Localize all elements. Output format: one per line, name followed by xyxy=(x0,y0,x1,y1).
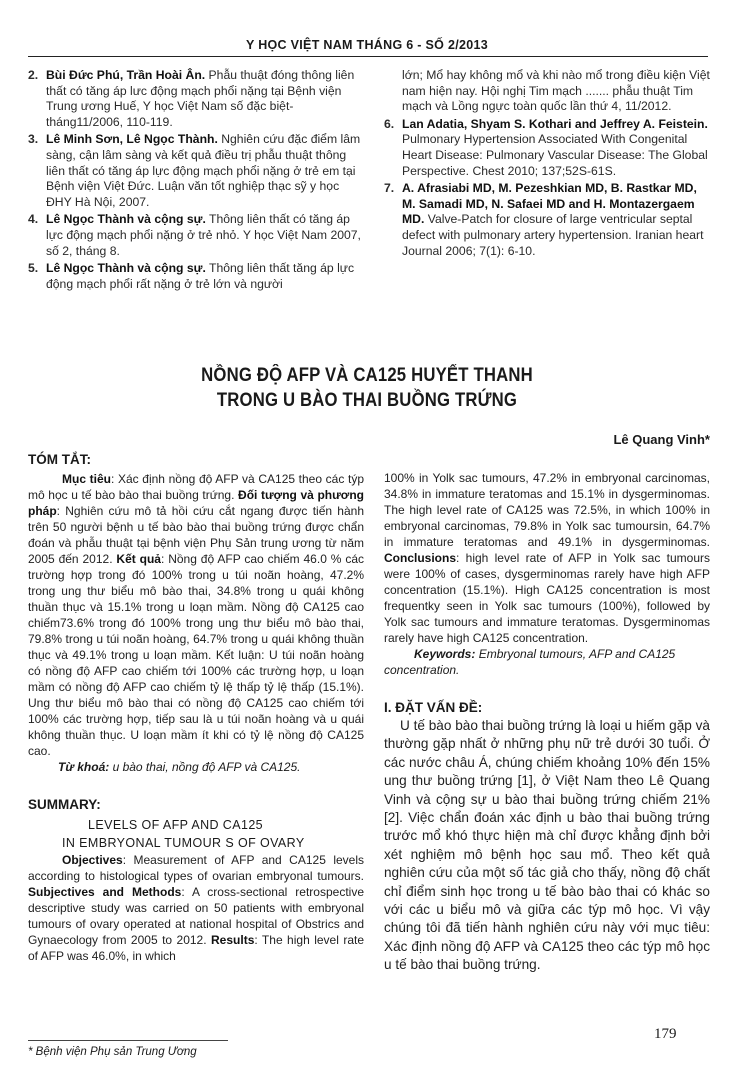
footnote: * Bệnh viện Phụ sản Trung Ương xyxy=(28,1046,197,1058)
reference-text: Pulmonary Hypertension Associated With Congenital Heart Disease: Pulmonary Vascular Disease: The Global Perspective. Chest 2010; 137;52S-61S. xyxy=(402,132,708,178)
keywords-text: u bào thai, nồng độ AFP và CA125. xyxy=(109,760,301,774)
summary-text: : The high level rate of AFP was 46.0%, in which xyxy=(28,933,364,963)
reference-number: 7. xyxy=(384,181,395,196)
label-results: Kết quả xyxy=(116,552,161,566)
reference-item xyxy=(384,68,710,115)
abstract-vi-heading: TÓM TẮT: xyxy=(28,452,91,467)
reference-number: 3. xyxy=(28,132,39,147)
label-methods: Đối tượng và phương pháp xyxy=(28,488,364,518)
summary-text: : high level rate of AFP in Yolk sac tumours were 100% of cases, dysgerminomas rarely have high AFP concentration (15.1%). High CA125 concentration is most frequentky seen in Yolk sac tumours (100%), followed by Yolk sac tumours and immature teratomas. Dysgerminomas rarely have high CA125 concentration. xyxy=(384,551,710,645)
summary-continuation xyxy=(384,470,710,646)
reference-text: Thông liên thất có tăng áp lực động mạch phổi nặng ở trẻ nhỏ. Y học Việt Nam 2007, số 2, tháng 8. xyxy=(46,212,361,258)
summary-text: 100% in Yolk sac tumours, 47.2% in embryonal carcinomas, 34.8% in immature teratomas and 15.1% in dysgerminomas. The high level rate of CA125 was 72.5%, in which 100% in embryonal carcinomas, 79.8% in Yolk sac tumoursin, 64.7% in immature teratomas and 49.1% in dysgerminomas. xyxy=(384,471,710,549)
reference-text: Thông liên thất tăng áp lực động mạch phổi rất nặng ở trẻ lớn và người xyxy=(46,261,355,291)
article-title xyxy=(44,363,690,413)
abstract-text: : Nghiên cứu mô tả hồi cứu cắt ngang được tiến hành trên 50 người bệnh u tế bào bào thai buồng trứng được chẩn đoán và phẫu thuật tại bệnh viện Phụ Sản trung ương từ năm 2005 đến 2012. xyxy=(28,504,364,566)
keywords-label: Từ khoá: xyxy=(58,760,110,774)
references-right-column xyxy=(384,68,710,261)
reference-number: 6. xyxy=(384,116,395,131)
abstract-column xyxy=(28,452,364,964)
reference-item xyxy=(28,68,364,130)
summary-text: : Measurement of AFP and CA125 levels according to histological types of ovarian embryonal tumours. xyxy=(28,853,364,883)
label-results: Results xyxy=(211,933,255,947)
article-title-line: TRONG U BÀO THAI BUỒNG TRỨNG xyxy=(216,390,518,411)
summary-heading: SUMMARY: xyxy=(28,797,101,812)
keywords-text: Embryonal tumours, AFP and CA125 concentration. xyxy=(384,647,676,677)
article-author: Lê Quang Vinh* xyxy=(613,432,710,447)
reference-authors: Bùi Đức Phú, Trần Hoài Ân. xyxy=(46,68,206,82)
abstract-text: : Xác định nồng độ AFP và CA125 theo các týp mô học u tế bào bào thai buồng trứng. xyxy=(28,472,364,502)
summary-title-line: LEVELS OF AFP AND CA125 xyxy=(88,818,264,832)
page-number: 179 xyxy=(654,1026,677,1042)
abstract-text: : Nồng độ AFP cao chiếm 46.0 % các trường hợp trong đó 100% trong u túi noãn hoàng, 47.2% trong ung thư biểu mô bào thai, 34.8% trong u quái không thuần thục và 15.1% trong u loạn mầm. Nồng độ CA125 cao chiếm73.6% trong đó 100% trong ung thư biểu mô bào thai, 79.8% trong u túi noãn hoàng, 64.7% trong u quái không thuần thục và 49.1% trong u loạn mầm. Kết luận: U túi noãn hoàng có nồng độ AFP cao chiếm tới 100% các trường hợp, u loạn mầm có nồng độ AFP cao chiếm tỷ lệ thấp tỷ lệ thấp (15.1%). Ung thư biểu mô bào thai có nồng độ CA125 cao chiếm tới 100% các trường hợp, tiếp sau là u túi noãn hoàng và u quái không thuần thục. U loạn mầm ít khi có tỷ lệ nồng độ CA125 cao. xyxy=(28,552,364,758)
header-rule xyxy=(28,56,708,57)
reference-item xyxy=(384,181,710,259)
references-left-column xyxy=(28,68,364,294)
label-conclusions: Conclusions xyxy=(384,551,457,565)
reference-text: Valve-Patch for closure of large ventricular septal defect with pulmonary artery hypertension. Iranian heart Journal 2006; 7(1): 6-10. xyxy=(402,212,704,258)
reference-authors: Lê Ngọc Thành và cộng sự. xyxy=(46,261,206,276)
reference-authors: Lê Minh Sơn, Lê Ngọc Thành. xyxy=(46,132,218,147)
summary-title-line: IN EMBRYONAL TUMOUR S OF OVARY xyxy=(62,836,305,850)
reference-authors: Lan Adatia, Shyam S. Kothari and Jeffrey A. Feistein. xyxy=(402,116,708,131)
reference-item xyxy=(28,212,364,259)
label-objective: Mục tiêu xyxy=(62,472,111,486)
article-title-line: NỒNG ĐỘ AFP VÀ CA125 HUYẾT THANH xyxy=(201,365,533,386)
reference-item xyxy=(28,132,364,210)
keywords-label: Keywords: xyxy=(414,647,476,661)
summary-text: : A cross-sectional retrospective descriptive study was carried on 50 patients with embryonal tumours of ovary operated at national hospital of Obstrics and Gynaecology from 2005 to 2012. xyxy=(28,885,364,947)
reference-number: 4. xyxy=(28,212,39,227)
reference-item xyxy=(28,261,364,292)
summary-paragraph xyxy=(28,852,364,964)
reference-number: 5. xyxy=(28,261,39,276)
label-objectives: Objectives xyxy=(62,853,123,867)
footnote-rule xyxy=(28,1040,228,1041)
section-paragraph: U tế bào bào thai buồng trứng là loại u hiếm gặp và thường gặp nhất ở những phụ nữ trẻ dưới 30 tuổi. Ở các nước châu Á, chúng chiếm khoảng 10% đến 15% ung thư buồng trứng [1], ở Việt Nam theo Lê Quang Vinh và cộng sự u bào thai buồng trứng chiếm 21% [2]. Việc chẩn đoán xác định u bào thai buồng trứng trước mổ khó thực hiện mà chỉ được khẳng định bởi xét nghiệm mô bệnh học sau mổ. Theo kết quả nghiên cứu của một số tác giả cho thấy, nồng độ chất chỉ điểm sinh học trong u tế bào bào thai có khác so với các u biểu mô và giữa các týp mô học. Vì vậy chúng tôi đã tiến hành nghiên cứu này với mục tiêu: Xác định nồng độ AFP và CA125 theo các týp mô học u tế bào thai buồng trứng. xyxy=(384,718,710,973)
reference-text: Nghiên cứu đặc điểm lâm sàng, cận lâm sàng và kết quả điều trị phẫu thuật thông liên thất có tăng áp lực động mạch phổi nặng ở trẻ em tại Bệnh viện Việt Đức. Luận văn tốt nghiệp thạc sỹ y học ĐHY Hà Nội, 2007. xyxy=(46,132,361,209)
body-column xyxy=(384,470,710,975)
label-subjects-methods: Subjectives and Methods xyxy=(28,885,182,899)
reference-text: Phẫu thuật đóng thông liên thất có tăng áp lưc động mạch phổi nặng tại Bệnh viện Trung ương Huế, Y học Việt Nam số đặc biệt-tháng11/2006, 110-119. xyxy=(46,68,355,129)
reference-text: lớn; Mổ hay không mổ và khi nào mổ trong điều kiện Việt nam hiện nay. Hội nghị Tim mạch ....... phẫu thuật Tim mạch và Lồng ngực toàn quốc lần thứ 4, 11/2012. xyxy=(402,68,710,114)
running-header: Y HỌC VIỆT NAM THÁNG 6 - SỐ 2/2013 xyxy=(246,38,488,52)
section-heading: I. ĐẶT VẤN ĐỀ: xyxy=(384,700,483,715)
reference-authors: A. Afrasiabi MD, M. Pezeshkian MD, B. Rastkar MD, M. Samadi MD, N. Safaei MD and H. Montazergaem MD. xyxy=(402,181,697,227)
abstract-vi-paragraph xyxy=(28,471,364,759)
reference-item xyxy=(384,117,710,179)
summary-keywords xyxy=(384,646,710,678)
reference-number: 2. xyxy=(28,68,39,82)
abstract-vi-keywords xyxy=(28,759,364,775)
reference-authors: Lê Ngọc Thành và cộng sự. xyxy=(46,212,206,227)
